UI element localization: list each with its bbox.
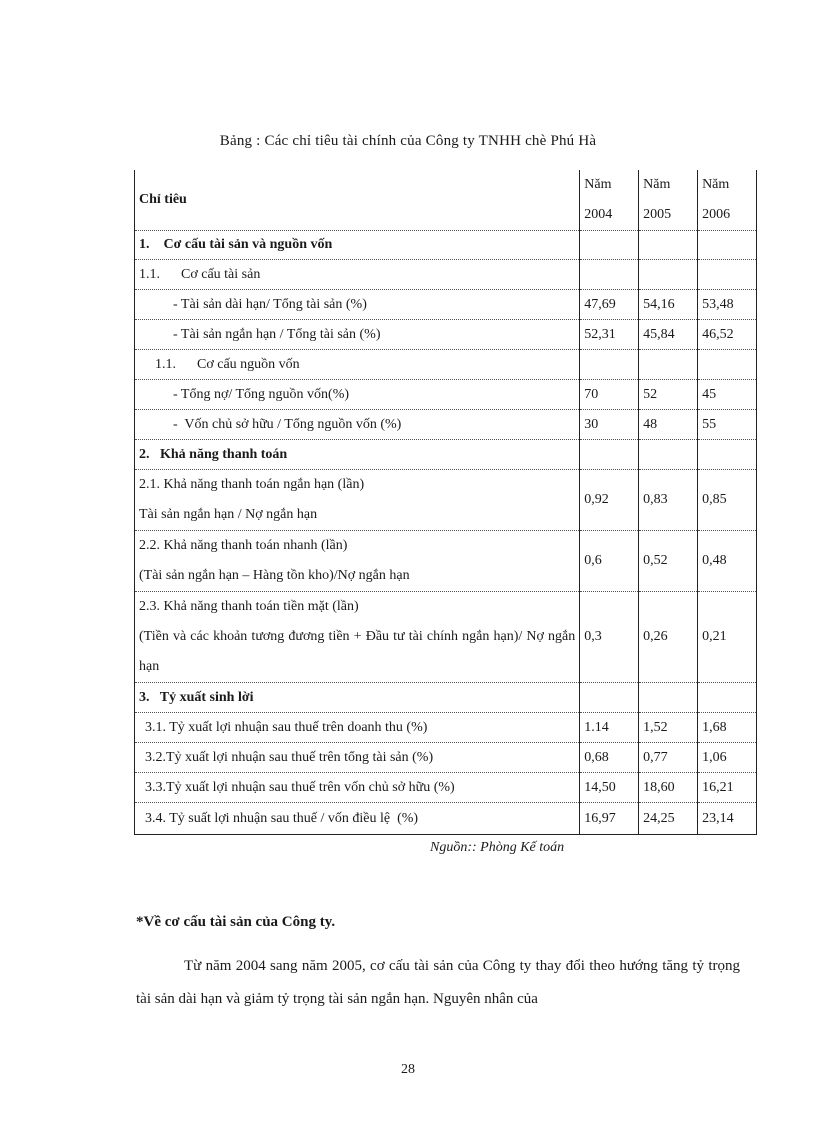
value-2006: 55 bbox=[698, 410, 757, 440]
table-row bbox=[135, 290, 757, 320]
value-2005: 18,60 bbox=[639, 773, 698, 803]
row-label: 3.1. Tỷ xuất lợi nhuận sau thuế trên doanh thu (%) bbox=[135, 713, 580, 743]
section-row bbox=[135, 231, 757, 260]
row-label: - Tổng nợ/ Tổng nguồn vốn(%) bbox=[135, 380, 580, 410]
value-2005: 0,26 bbox=[639, 592, 698, 683]
row-label: 3.2.Tỷ xuất lợi nhuận sau thuế trên tổng tài sản (%) bbox=[135, 743, 580, 773]
section-label: 2. Khả năng thanh toán bbox=[135, 440, 580, 470]
value-2006: 45 bbox=[698, 380, 757, 410]
value-2005: 52 bbox=[639, 380, 698, 410]
value-2006: 0,48 bbox=[698, 531, 757, 592]
subsection-row bbox=[135, 260, 757, 290]
value-2005: 0,52 bbox=[639, 531, 698, 592]
value-2004: 0,92 bbox=[580, 470, 639, 531]
section-row bbox=[135, 683, 757, 713]
value-2004: 0,68 bbox=[580, 743, 639, 773]
section-heading: *Về cơ cấu tài sản của Công ty. bbox=[136, 914, 336, 930]
body-paragraph: Từ năm 2004 sang năm 2005, cơ cấu tài sản của Công ty thay đổi theo hướng tăng tỷ trọng tài sản dài hạn và giảm tỷ trọng tài sản ngắn hạn. Nguyên nhân của bbox=[136, 958, 740, 1007]
header-year-2004: Năm 2004 bbox=[580, 170, 639, 231]
value-2006: 16,21 bbox=[698, 773, 757, 803]
row-label: 2.1. Khả năng thanh toán ngắn hạn (lần) Tài sản ngắn hạn / Nợ ngắn hạn bbox=[135, 470, 580, 531]
value-2004: 30 bbox=[580, 410, 639, 440]
table-row bbox=[135, 773, 757, 803]
value-2004: 47,69 bbox=[580, 290, 639, 320]
header-label: Chỉ tiêu bbox=[135, 170, 580, 231]
table-row bbox=[135, 380, 757, 410]
value-2006: 0,85 bbox=[698, 470, 757, 531]
value-2006: 1,06 bbox=[698, 743, 757, 773]
value-2004: 0,3 bbox=[580, 592, 639, 683]
value-2004: 1.14 bbox=[580, 713, 639, 743]
value-2006: 1,68 bbox=[698, 713, 757, 743]
value-2005: 54,16 bbox=[639, 290, 698, 320]
section-label: 1. Cơ cấu tài sản và nguồn vốn bbox=[135, 231, 580, 260]
row-label: 2.2. Khả năng thanh toán nhanh (lần) (Tài sản ngắn hạn – Hàng tồn kho)/Nợ ngắn hạn bbox=[135, 531, 580, 592]
value-2005: 48 bbox=[639, 410, 698, 440]
table-source-note: Nguồn:: Phòng Kế toán bbox=[430, 840, 565, 855]
value-2005: 45,84 bbox=[639, 320, 698, 350]
row-label: 2.3. Khả năng thanh toán tiền mặt (lần) (Tiền và các khoản tương đương tiền + Đầu tư tài chính ngắn hạn)/ Nợ ngắn hạn bbox=[135, 592, 580, 683]
subsection-label: 1.1. Cơ cấu tài sản bbox=[135, 260, 580, 290]
value-2004: 70 bbox=[580, 380, 639, 410]
value-2004: 14,50 bbox=[580, 773, 639, 803]
value-2005: 24,25 bbox=[639, 803, 698, 835]
table-row bbox=[135, 410, 757, 440]
value-2006: 46,52 bbox=[698, 320, 757, 350]
table-header-row bbox=[135, 170, 757, 231]
row-label: - Vốn chủ sở hữu / Tổng nguồn vốn (%) bbox=[135, 410, 580, 440]
table-row bbox=[135, 592, 757, 683]
page-number: 28 bbox=[401, 1062, 415, 1077]
table-row bbox=[135, 713, 757, 743]
value-2006: 53,48 bbox=[698, 290, 757, 320]
header-year-2005: Năm 2005 bbox=[639, 170, 698, 231]
value-2005: 0,77 bbox=[639, 743, 698, 773]
value-2004: 0,6 bbox=[580, 531, 639, 592]
subsection-row bbox=[135, 350, 757, 380]
header-year-2006: Năm 2006 bbox=[698, 170, 757, 231]
subsection-label: 1.1. Cơ cấu nguồn vốn bbox=[135, 350, 580, 380]
value-2005: 0,83 bbox=[639, 470, 698, 531]
table-row bbox=[135, 531, 757, 592]
table-row bbox=[135, 743, 757, 773]
table-caption: Bảng : Các chỉ tiêu tài chính của Công ty TNHH chè Phú Hà bbox=[219, 133, 597, 149]
row-label: - Tài sản dài hạn/ Tổng tài sản (%) bbox=[135, 290, 580, 320]
value-2006: 23,14 bbox=[698, 803, 757, 835]
value-2004: 16,97 bbox=[580, 803, 639, 835]
table-row bbox=[135, 470, 757, 531]
row-label: 3.4. Tỷ suất lợi nhuận sau thuế / vốn điều lệ (%) bbox=[135, 803, 580, 835]
value-2004: 52,31 bbox=[580, 320, 639, 350]
table-row bbox=[135, 320, 757, 350]
value-2005: 1,52 bbox=[639, 713, 698, 743]
row-label: 3.3.Tỷ xuất lợi nhuận sau thuế trên vốn chủ sở hữu (%) bbox=[135, 773, 580, 803]
table-row bbox=[135, 803, 757, 835]
section-label: 3. Tỷ xuất sinh lời bbox=[135, 683, 580, 713]
financial-indicators-table bbox=[134, 170, 757, 835]
row-label: - Tài sản ngắn hạn / Tổng tài sản (%) bbox=[135, 320, 580, 350]
section-row bbox=[135, 440, 757, 470]
value-2006: 0,21 bbox=[698, 592, 757, 683]
